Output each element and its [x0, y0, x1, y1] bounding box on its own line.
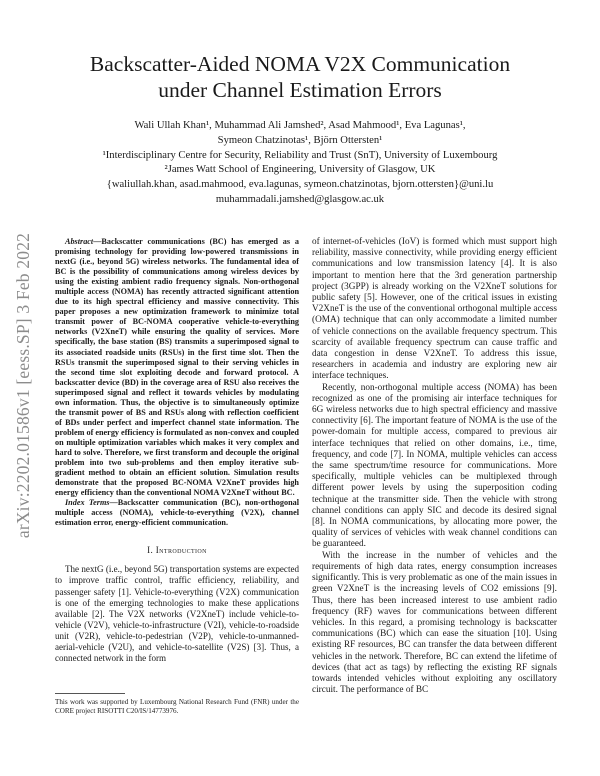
- funding-footnote: This work was supported by Luxembourg National Research Fund (FNR) under the CORE project RISOTTI C20/IS/14773976.: [55, 698, 299, 715]
- paper-title: [40, 51, 560, 103]
- affiliation-1: ¹Interdisciplinary Centre for Security, Reliability and Trust (SnT), University of Luxembourg: [102, 149, 498, 161]
- author-names-line-1: Wali Ullah Khan¹, Muhammad Ali Jamshed², Asad Mahmood¹, Eva Lagunas¹,: [134, 120, 466, 131]
- title-line-1: Backscatter-Aided NOMA V2X Communication: [89, 52, 511, 76]
- title-line-2: under Channel Estimation Errors: [158, 78, 442, 102]
- arxiv-identifier: arXiv:2202.01586v1 [eess.SP] 3 Feb 2022: [13, 232, 34, 538]
- introduction-paragraph-1: The nextG (i.e., beyond 5G) transportation systems are expected to improve traffic control, traffic efficiency, reliability, and passenger safety [1]. Vehicle-to-everything (V2X) communication is one of the emerging technologies to make these applications available [2]. The V2X networks (V2XneT) include vehicle-to-vehicle (V2V), vehicle-to-infrastructure (V2I), vehicle-to-roadside unit (V2R), vehicle-to-pedestrian (V2P), vehicle-to-unmanned-aerial-vehicle (V2U), and vehicle-to-satellite (V2S) [3]. Thus, a connected network in the form: [55, 564, 299, 663]
- index-terms: [55, 498, 299, 528]
- abstract: [55, 237, 299, 498]
- author-names-line-2: Symeon Chatzinotas¹, Björn Ottersten¹: [217, 134, 383, 146]
- body-paragraph-noma: Recently, non-orthogonal multiple access (NOMA) has been recognized as one of the promising air interface techniques for 6G wireless networks due to high spectral efficiency and massive connectivity [6]. The important feature of NOMA is the use of the power-domain for multiple access, compared to previous air interface techniques that relied on other domains, i.e., time, frequency, and code [7]. In NOMA, multiple vehicles can access the same spectrum/time resource for communications. More specifically, multiple vehicles can be multiplexed through different power levels by using the superposition coding technique at the transmitter side. Then the vehicle with strong channel conditions can apply SIC and decode its desired signal [8]. In NOMA communications, by allocating more power, the quality of services of vehicles with weak channel conditions can be guaranteed.: [312, 382, 557, 550]
- abstract-text: —Backscatter communications (BC) has emerged as a promising technology for providing low-powered transmissions in nextG (i.e., beyond 5G) wireless networks. The fundamental idea of BC is the possibility of communications among wireless devices by using the existing ambient radio frequency signals. Non-orthogonal multiple access (NOMA) has recently attracted significant attention due to its high spectral efficiency and massive connectivity. This paper proposes a new optimization framework to minimize total transmit power of BC-NOMA cooperative vehicle-to-everything networks (V2XneT) while ensuring the quality of services. More specifically, the base station (BS) transmits a superimposed signal to its associated roadside units (RSUs) in the first time slot. Then the RSUs transmit the superimposed signal to their serving vehicles in the second time slot exploiting decode and forward protocol. A backscatter device (BD) in the coverage area of RSU also receives the superimposed signal and reflect it towards vehicles by modulating own information. Thus, the objective is to simultaneously optimize the transmit power of BS and RSUs along with reflection coefficient of BDs under perfect and imperfect channel state information. The problem of energy efficiency is formulated as non-convex and coupled on multiple optimization variables which makes it very complex and hard to solve. Therefore, we first transform and decouple the original problem into two sub-problems and then employ iterative sub-gradient method to obtain an efficient solution. Simulation results demonstrate that the proposed BC-NOMA V2XneT provides high energy efficiency than the conventional NOMA V2XneT without BC.: [55, 237, 299, 498]
- author-emails-2: muhammadali.jamshed@glasgow.ac.uk: [215, 193, 385, 205]
- section-heading-introduction: I. Introduction: [147, 545, 207, 556]
- footnote-rule: [55, 693, 125, 694]
- abstract-label: Abstract: [65, 237, 94, 246]
- body-paragraph-continued: of internet-of-vehicles (IoV) is formed which must support high reliability, massive connectivity, while providing energy efficient communications and low transmission latency [4]. It is also important to mention here that the 3rd generation partnership project (3GPP) is already working on the V2XneT solutions for public safety [5]. However, one of the critical issues in existing V2XneT is the use of the conventional orthogonal multiple access (OMA) technique that can only accommodate a limited number of vehicle connections on the available frequency spectrum. This scarcity of available frequency spectrum can cause traffic and data congestion in dense V2XneT. To address this issue, researchers in academia and industry are exploring new air interface techniques.: [312, 237, 557, 382]
- body-paragraph-backscatter: With the increase in the number of vehicles and the requirements of high data rates, energy consumption increases significantly. This is very problematic as one of the main issues in green V2XneT is the increasing levels of CO2 emissions [9]. Thus, there has been increased interest to use ambient radio frequency (RF) waves for communications between different vehicles. In this regard, a promising technology is backscatter communications (BC) which can ease the situation [10]. Using existing RF resources, BC can transfer the data between different vehicles in the network. Therefore, BC can extend the lifetime of devices (that act as tags) by reflecting the existing RF signals towards intended vehicles without exploiting any oscillatory circuit. The performance of BC: [312, 550, 557, 696]
- right-column: [312, 237, 557, 696]
- index-terms-label: Index Terms: [65, 498, 110, 508]
- left-column: [55, 237, 299, 664]
- arxiv-identifier-stamp: [12, 205, 36, 565]
- author-block: [40, 119, 560, 208]
- index-terms-text: —Backscatter communication (BC), non-orthogonal multiple access (NOMA), vehicle-to-everything (V2X), channel estimation error, energy-efficient communication.: [55, 498, 299, 528]
- author-emails-1: {waliullah.khan, asad.mahmood, eva.lagunas, symeon.chatzinotas, bjorn.ottersten}@uni.lu: [106, 179, 494, 191]
- affiliation-2: ²James Watt School of Engineering, University of Glasgow, UK: [164, 164, 436, 176]
